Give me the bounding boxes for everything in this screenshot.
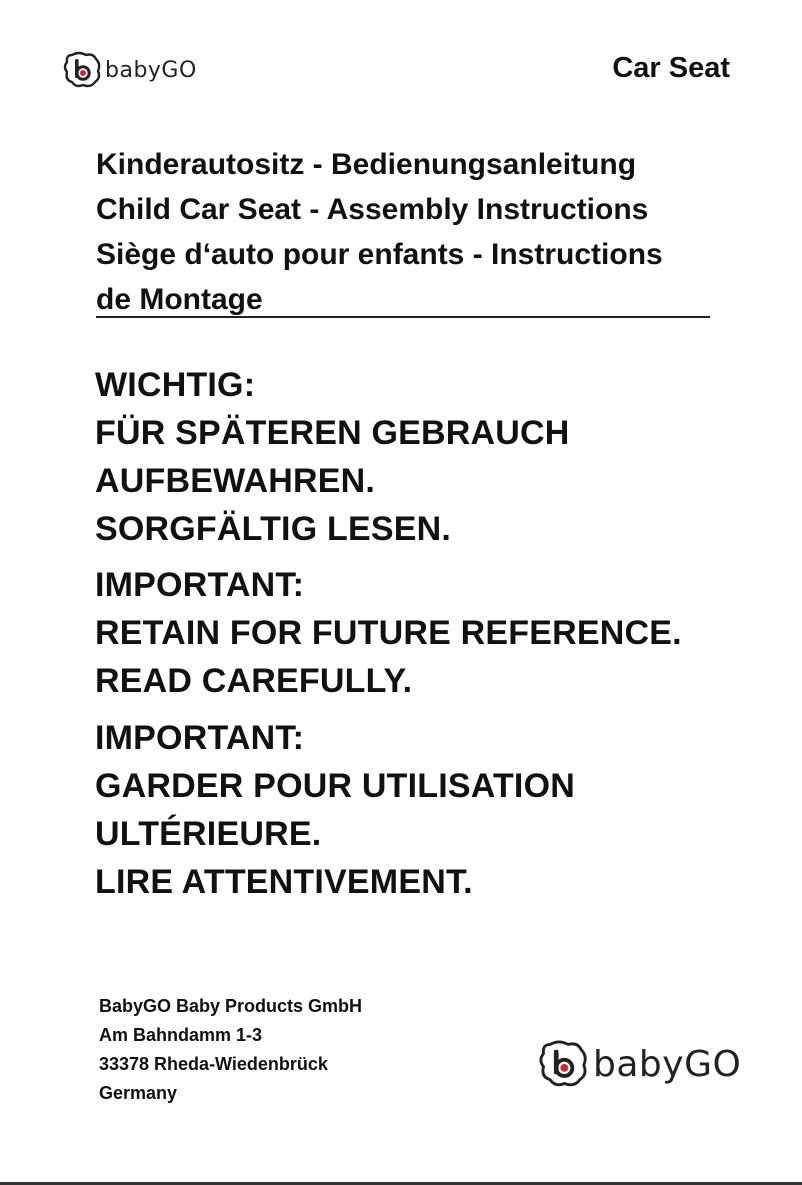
warning-en-line: RETAIN FOR FUTURE REFERENCE. bbox=[95, 614, 682, 652]
warning-fr-line: ULTÉRIEURE. bbox=[95, 815, 322, 853]
warning-en-line: READ CAREFULLY. bbox=[95, 662, 413, 700]
warning-german bbox=[95, 361, 570, 553]
brand-wordmark: babyGO bbox=[593, 1043, 742, 1085]
brand-logo-bottom bbox=[537, 1038, 741, 1090]
warning-fr-heading: IMPORTANT: bbox=[95, 719, 305, 757]
address-country: Germany bbox=[99, 1083, 178, 1103]
warning-de-line: AUFBEWAHREN. bbox=[95, 462, 376, 500]
brand-wordmark: babyGO bbox=[105, 57, 197, 83]
babygo-logo-icon bbox=[62, 50, 102, 90]
warning-english bbox=[95, 561, 682, 705]
title-line-fr-cont: de Montage bbox=[96, 283, 263, 316]
product-category: Car Seat bbox=[612, 52, 730, 84]
address-street: Am Bahndamm 1-3 bbox=[99, 1025, 263, 1045]
warning-fr-line: GARDER POUR UTILISATION bbox=[95, 767, 575, 805]
company-address bbox=[99, 992, 362, 1108]
title-divider bbox=[96, 316, 710, 318]
warning-de-line: SORGFÄLTIG LESEN. bbox=[95, 510, 452, 548]
warning-en-heading: IMPORTANT: bbox=[95, 566, 305, 604]
title-line-de: Kinderautositz - Bedienungsanleitung bbox=[96, 148, 637, 181]
warning-de-line: FÜR SPÄTEREN GEBRAUCH bbox=[95, 414, 570, 452]
document-title bbox=[96, 142, 710, 322]
address-city: 33378 Rheda-Wiedenbrück bbox=[99, 1054, 328, 1074]
babygo-logo-icon bbox=[537, 1038, 589, 1090]
warning-fr-line: LIRE ATTENTIVEMENT. bbox=[95, 863, 473, 901]
address-company: BabyGO Baby Products GmbH bbox=[99, 996, 363, 1016]
title-line-fr: Siège d‘auto pour enfants - Instructions bbox=[96, 238, 663, 271]
warning-de-heading: WICHTIG: bbox=[95, 366, 256, 404]
title-line-en: Child Car Seat - Assembly Instructions bbox=[96, 193, 649, 226]
warning-french bbox=[95, 714, 575, 906]
brand-logo-top bbox=[62, 50, 197, 90]
